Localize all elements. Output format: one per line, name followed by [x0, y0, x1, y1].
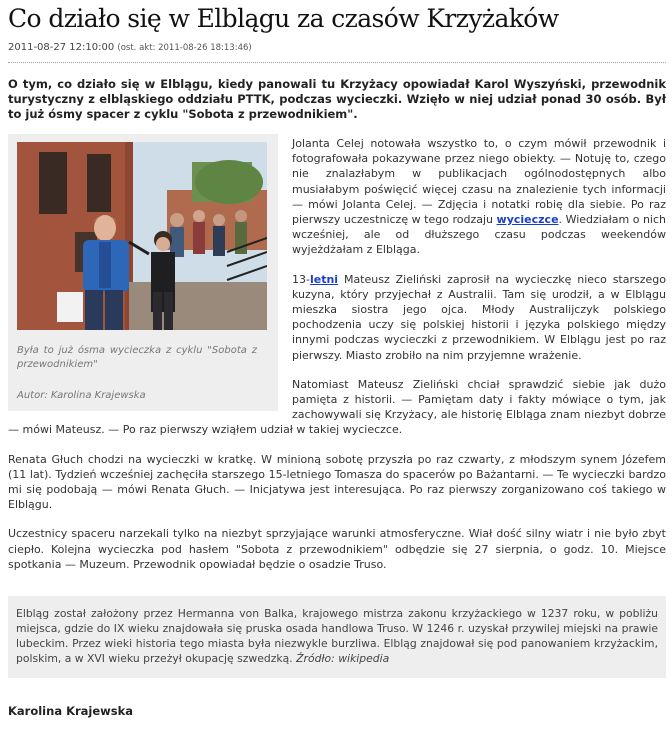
- link-wycieczce[interactable]: wycieczce: [496, 213, 559, 227]
- photo-author: Autor: Karolina Krajewska: [17, 390, 146, 401]
- publish-date: 2011-08-27 12:10:00: [8, 42, 115, 53]
- paragraph-3: Natomiast Mateusz Zieliński chciał sprawdzić siebie jak dużo pamięta z historii. — Pamiętam daty i fakty mówiące o tym, jak zachowywali się Krzyżacy, ale historię Elbląga znam niezbyt dobrze — mówi Mateusz. — Po raz pierwszy wziąłem udział w takiej wycieczce.: [8, 377, 666, 437]
- link-letni[interactable]: letni: [309, 272, 339, 286]
- paragraph-2-prefix: 13-: [292, 272, 310, 286]
- update-date: (ost. akt: 2011-08-26 18:13:46): [117, 43, 252, 53]
- article-meta: [8, 41, 666, 63]
- infobox-source: Źródło: wikipedia: [296, 652, 390, 666]
- paragraph-4: Renata Głuch chodzi na wycieczki w kratkę. W minioną sobotę przyszła po raz czwarty, z młodszym synem Józefem (11 lat). Tydzień wcześniej zachęciła starszego 15-letniego Tomasza do spacerów po Bażantarni. — Te wycieczki bardzo mi się podobają — mówi Renata Głuch. — Inicjatywa jest interesująca. Po raz pierwszy zorganizowano coś takiego w Elblągu.: [8, 452, 666, 512]
- photo-caption: Była to już ósma wycieczka z cyklu "Sobota z przewodnikiem": [17, 345, 257, 370]
- paragraph-1-text-end: . Wiedziałam o nich wcześniej, ale od dłuższego czasu podczas weekendów wyjeżdżałam z Elbląga.: [292, 213, 667, 257]
- article-signature: Karolina Krajewska: [8, 704, 134, 719]
- paragraph-2-text: Mateusz Zieliński zaprosił na wycieczkę nieco starszego kuzyna, który przyjechał z Australii. Tam się urodził, a w Elblągu mieszka siostra jego ojca. Młody Australijczyk polskiego pochodzenia uczy się polskiej historii i języka polskiego między innymi podczas wycieczki z przewodnikiem. W Elblągu jest po raz pierwszy. Miasto zrobiło na nim przyjemne wrażenie.: [292, 272, 666, 362]
- article-body: [8, 136, 666, 572]
- article-lead: O tym, co działo się w Elblągu, kiedy panowali tu Krzyżacy opowiadał Karol Wyszyński, przewodnik turystyczny z elbląskiego oddziału PTTK, podczas wycieczki. Wzięło w niej udział ponad 30 osób. Był to już ósmy spacer z cyklu "Sobota z przewodnikiem".: [8, 77, 666, 121]
- article-title: Co działo się w Elblągu za czasów Krzyżaków: [8, 4, 559, 33]
- photo-figure: [8, 134, 278, 411]
- paragraph-5: Uczestnicy spaceru narzekali tylko na niezbyt sprzyjające warunki atmosferyczne. Wiał dość silny wiatr i nie było zbyt ciepło. Kolejna wycieczka pod hasłem "Sobota z przewodnikiem" odbędzie się 27 sierpnia, o godz. 10. Miejsce spotkania — Muzeum. Przewodnik opowiadał będzie o osadzie Truso.: [8, 527, 666, 571]
- paragraph-1-text: Jolanta Celej notowała wszystko to, o czym mówił przewodnik i fotografowała pokazywane przez niego obiekty. — Notuję to, czego nie znalazłabym w publikacjach ogólnodostępnych albo musiałabym poświęcić więcej czasu na znalezienie tych informacji — mówi Jolanta Celej. — Zdjęcia i notatki robię dla siebie. Po raz pierwszy uczestniczę w tego rodzaju: [292, 137, 666, 227]
- infobox-text: Elbląg został założony przez Hermanna von Balka, krajowego mistrza zakonu krzyżackiego w 1237 roku, w pobliżu miejsca, gdzie do IX wieku znajdowała się pruska osada handlowa Truso. W 1246 r. uzyskał przywilej miejski na prawie lubeckim. Przez wieki historia tego miasta była niezwykle burzliwa. Elbląg znajdował się pod panowaniem krzyżackim, polskim, a w XVI wieku przeżył okupację szwedzką.: [16, 607, 658, 666]
- article-photo[interactable]: [17, 142, 267, 330]
- photo-illustration: [17, 142, 267, 330]
- history-infobox: [8, 596, 666, 678]
